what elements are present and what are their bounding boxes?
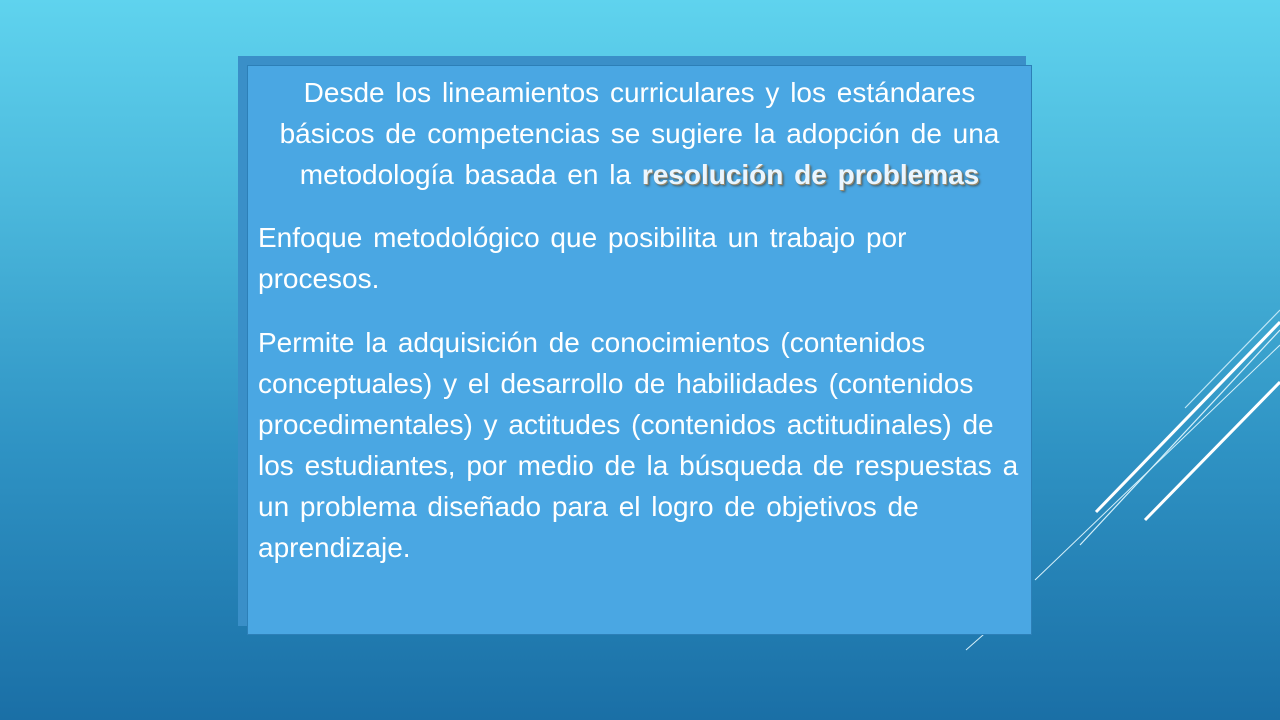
highlight-resolucion-de-problemas: resolución de problemas	[641, 159, 980, 190]
content-text-box	[247, 65, 1032, 635]
decor-line-2	[1096, 322, 1280, 512]
paragraph-permite: Permite la adquisición de conocimientos (contenidos conceptuales) y el desarrollo de habilidades (contenidos procedimentales) y actitudes (contenidos actitudinales) de los estudiantes, por medio de la búsqueda de respuestas a un problema diseñado para el logro de objetivos de aprendizaje.	[258, 327, 1019, 563]
decor-line-4	[1035, 345, 1280, 580]
decor-line-3	[1080, 330, 1280, 545]
paragraph-intro-text: Desde los lineamientos curriculares y los estándares básicos de competencias se sugiere la adopción de una metodología basada en la	[279, 77, 1000, 190]
paragraph-enfoque: Enfoque metodológico que posibilita un trabajo por procesos.	[258, 222, 907, 294]
paragraph-intro	[258, 72, 1021, 195]
